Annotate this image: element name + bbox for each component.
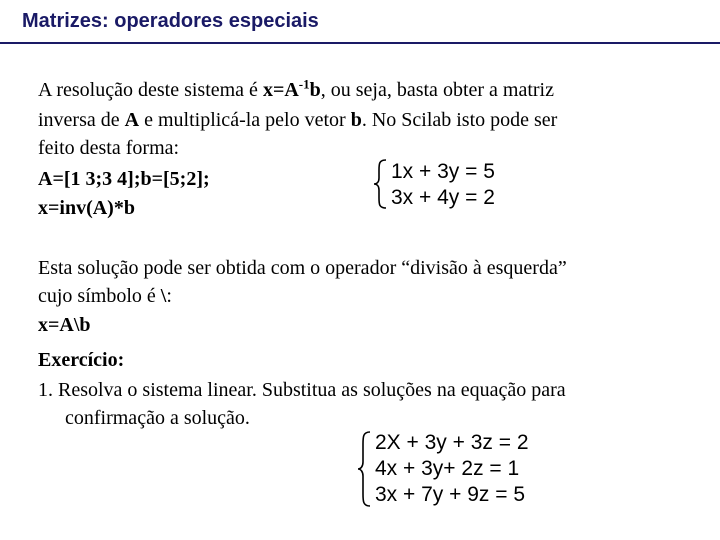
para1-line1 [38, 77, 554, 103]
para1-line1-text: A resolução deste sistema é [38, 79, 263, 101]
para2-line2-text: cujo símbolo é [38, 285, 161, 307]
vector-b-label: b [350, 109, 362, 131]
system2-eq1: 2X + 3y + 3z = 2 [375, 431, 529, 454]
formula-x-eq-a: x=A [262, 79, 299, 101]
system2-brace-icon [356, 430, 372, 508]
para1-line2-text: inversa de [38, 109, 125, 131]
system2-eq2: 4x + 3y+ 2z = 1 [375, 457, 520, 480]
para1-line2-tail: . No Scilab isto pode ser [361, 109, 558, 131]
code-left-division: x=A\b [38, 314, 91, 336]
system1-eq2: 3x + 4y = 2 [391, 186, 495, 209]
para1-line1-tail: , ou seja, basta obter a matriz [320, 79, 554, 101]
system1-brace-icon [372, 158, 388, 210]
exercise-item1-line2: confirmação a solução. [65, 407, 250, 429]
exercise-heading: Exercício: [38, 349, 125, 371]
code-define-matrices: A=[1 3;3 4];b=[5;2]; [38, 168, 210, 190]
backslash-symbol: \ [160, 285, 167, 307]
title-underline [0, 42, 720, 44]
system1-eq1: 1x + 3y = 5 [391, 160, 495, 183]
system2-eq3: 3x + 7y + 9z = 5 [375, 483, 526, 506]
slide-title: Matrizes: operadores especiais [22, 10, 319, 32]
formula-inverse-exponent: -1 [298, 76, 310, 92]
code-inverse-solution: x=inv(A)*b [38, 197, 135, 219]
para2-line1: Esta solução pode ser obtida com o operador “divisão à esquerda” [38, 257, 567, 279]
exercise-item1-line1: 1. Resolva o sistema linear. Substitua as soluções na equação para [38, 379, 566, 401]
matrix-a-label: A [124, 109, 140, 131]
para2-line2-colon: : [166, 285, 172, 307]
para1-line2 [38, 107, 557, 133]
para2-line2 [38, 283, 172, 309]
para1-line3: feito desta forma: [38, 137, 180, 159]
para1-line2-mid: e multiplicá-la pelo vetor [139, 109, 351, 131]
formula-b: b [309, 79, 321, 101]
